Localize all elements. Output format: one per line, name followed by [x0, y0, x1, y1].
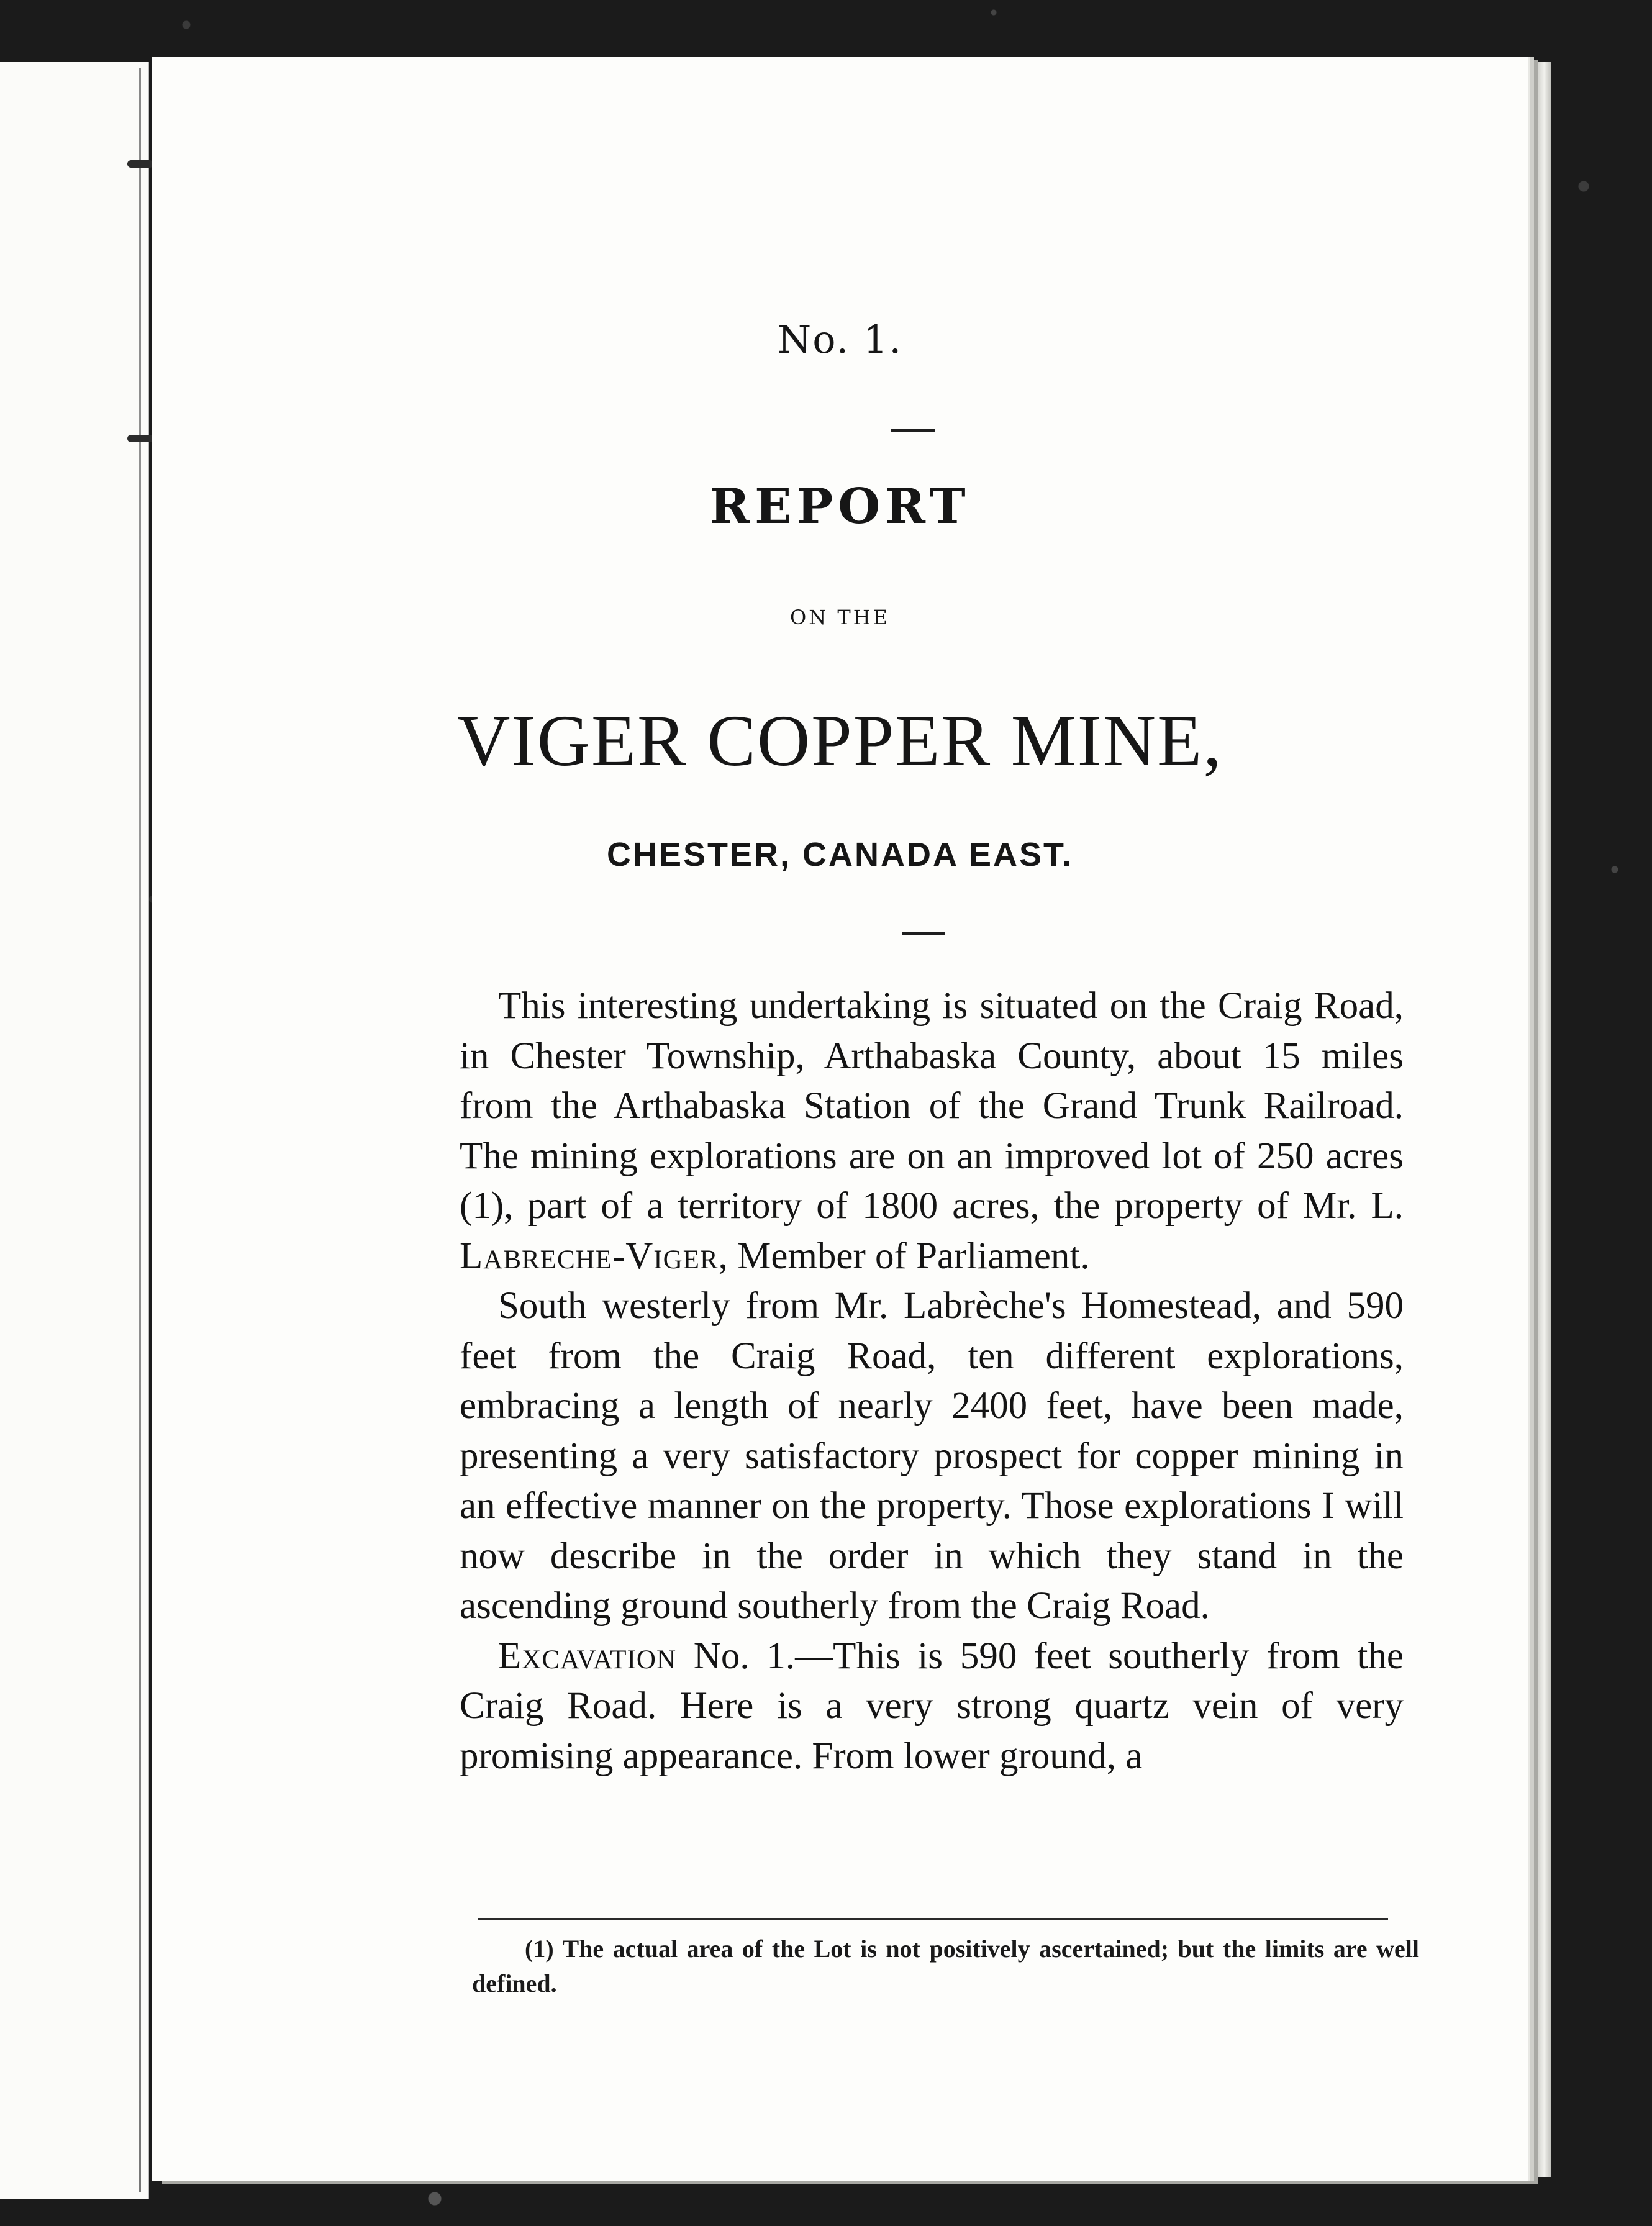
paragraph-2: South westerly from Mr. Labrèche's Homestead, and 590 feet from the Craig Road, ten different explorations, embracing a length of nearly 2400 feet, have been made, presenting a very satisfactory prospect for copper mining in an effective manner on the property. Those explorations I will now describe in the order in which they stand in the ascending ground southerly from the Craig Road. [460, 1285, 1404, 1627]
paragraph-1-text: This interesting undertaking is situated on the Craig Road, in Chester Township, Arthabaska County, about 15 miles from the Arthabaska Station of the Grand Trunk Railroad. The mining explorations are on an improved lot of 250 acres (1), part of a territory of 1800 acres, the property of Mr. L. [460, 985, 1404, 1227]
paragraph-3-text: No. 1.—This is 590 feet southerly from the Craig Road. Here is a very strong quartz vein of very promising appearance. From lower ground, a [460, 1635, 1404, 1777]
proprietor-name: Labreche-Viger [460, 1235, 719, 1277]
paragraph-3 [460, 1632, 1404, 1782]
separator-dash [891, 429, 935, 432]
binding-stitch [127, 160, 153, 168]
paragraph-1-end: , Member of Parliament. [718, 1235, 1090, 1277]
facing-page [0, 62, 149, 2199]
paragraph-1 [460, 981, 1404, 1281]
footnote-rule [478, 1918, 1388, 1920]
on-the-label: ON THE [789, 606, 890, 629]
footnote-text: (1) The actual area of the Lot is not positively ascertained; but the limits are well defined. [472, 1935, 1419, 1997]
document-title: VIGER COPPER MINE, [457, 700, 1223, 781]
body-text [460, 981, 1404, 1781]
footnote [472, 1932, 1419, 2001]
report-heading: REPORT [709, 478, 971, 535]
report-number: No. 1. [777, 317, 903, 362]
excavation-label: Excavation [498, 1635, 676, 1677]
page-stack-edge [1528, 62, 1551, 2177]
separator-dash [902, 932, 945, 935]
binding-stitch [127, 435, 153, 442]
binding-edge [139, 68, 141, 2192]
location-subtitle: CHESTER, CANADA EAST. [606, 836, 1074, 873]
